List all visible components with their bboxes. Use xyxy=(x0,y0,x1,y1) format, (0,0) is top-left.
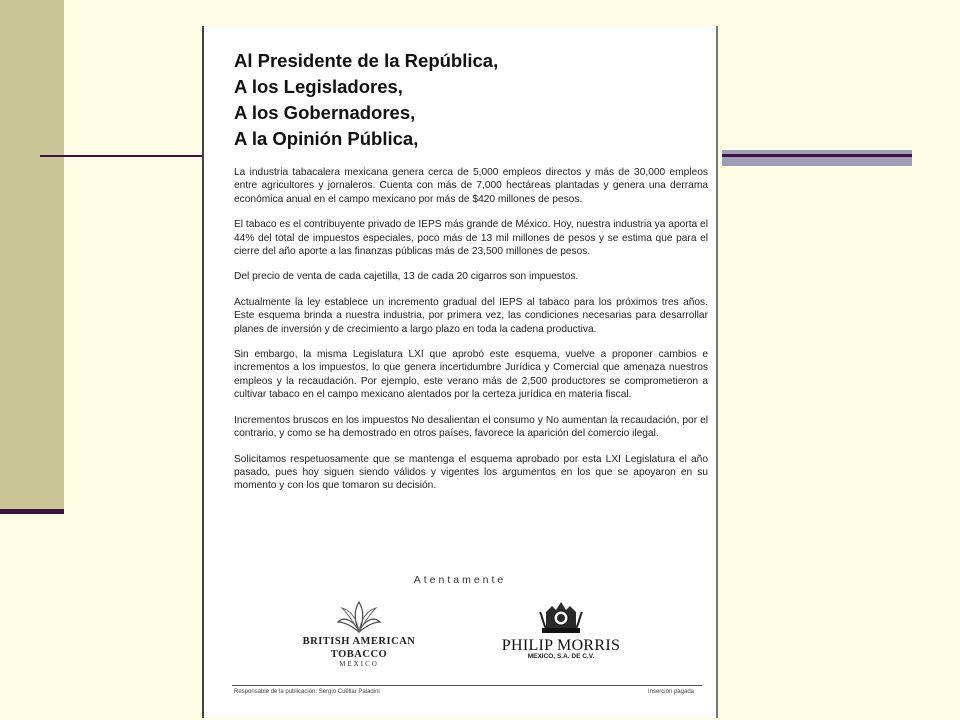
letter-closing: Atentamente xyxy=(413,574,507,586)
salutation-line: A la Opinión Pública, xyxy=(234,128,419,149)
pm-sub: MEXICO, S.A. DE C.V. xyxy=(527,653,595,660)
salutation-line: A los Gobernadores, xyxy=(234,102,416,123)
letter-paragraph: Del precio de venta de cada cajetilla, 13 de cada 20 cigarros son impuestos. xyxy=(234,271,579,283)
slide-title-rule-right xyxy=(722,150,912,166)
letter-salutation xyxy=(234,48,704,152)
slide-title-rule-left xyxy=(40,155,202,157)
slide-left-bar xyxy=(0,0,64,512)
bat-name-line2: TOBACCO xyxy=(330,649,388,660)
footer-publisher: Responsable de la publicación: Sergio Cuéllar Paladini xyxy=(234,689,380,695)
letter-paragraph: Actualmente la ley establece un incremento gradual del IEPS al tabaco para los próximos tres años. Este esquema brinda a nuestra industria, por primera vez, las condiciones necesarias para desarrollar planes de inversión y de crecimiento a largo plazo en toda la cadena productiva. xyxy=(234,296,708,335)
newspaper-letter-scan xyxy=(202,26,718,718)
footer-rule xyxy=(232,685,702,686)
footer-paid-insertion: Inserción pagada xyxy=(647,689,694,695)
bat-name-line1: BRITISH AMERICAN xyxy=(302,636,416,647)
letter-body xyxy=(234,166,708,505)
philip-morris-logo xyxy=(486,598,636,660)
letter-paragraph: Incrementos bruscos en los impuestos No desalientan el consumo y No aumentan la recaudación, por el contrario, y como se ha demostrado en otros países, favorece la aparición del comercio ilegal. xyxy=(234,414,708,440)
salutation-line: A los Legisladores, xyxy=(234,76,403,97)
slide-left-bar-rule xyxy=(0,509,64,514)
bat-sub: MEXICO xyxy=(339,660,379,668)
leaf-icon xyxy=(336,600,382,634)
salutation-line: Al Presidente de la República, xyxy=(234,50,499,71)
letter-paragraph: Sin embargo, la misma Legislatura LXI que aprobó este esquema, vuelve a proponer cambios e incrementos a los impuestos, lo que genera incertidumbre Jurídica y Comercial que amenaza nuestros empleos y la recaudación. Por ejemplo, este verano más de 2,500 productores se comprometieron a cultivar tabaco en el campo mexicano alentados por la certeza jurídica en materia fiscal. xyxy=(234,349,708,401)
letter-paragraph: El tabaco es el contribuyente privado de IEPS más grande de México. Hoy, nuestra industria ya aporta el 44% del total de impuestos especiales, poco más de 13 mil millones de pesos y se estima que para el cierre del año aporte a las finanzas públicas más de 23,500 millones de pesos. xyxy=(234,219,708,258)
pm-name: PHILIP MORRIS xyxy=(501,637,621,654)
bat-logo xyxy=(284,600,434,668)
crest-icon xyxy=(536,598,586,638)
letter-paragraph: Solicitamos respetuosamente que se mantenga el esquema aprobado por esta LXI Legislatura el año pasado, pues hoy siguen siendo válidos y vigentes los argumentos en los que se apoyaron en su momento y con los que tomaron su decisión. xyxy=(234,453,708,492)
letter-paragraph: La industria tabacalera mexicana genera cerca de 5,000 empleos directos y más de 30,000 empleos entre agricultores y jornaleros. Cuenta con más de 7,000 hectáreas plantadas y genera una derrama económica anual en el campo mexicano por más de $420 millones de pesos. xyxy=(234,167,708,205)
